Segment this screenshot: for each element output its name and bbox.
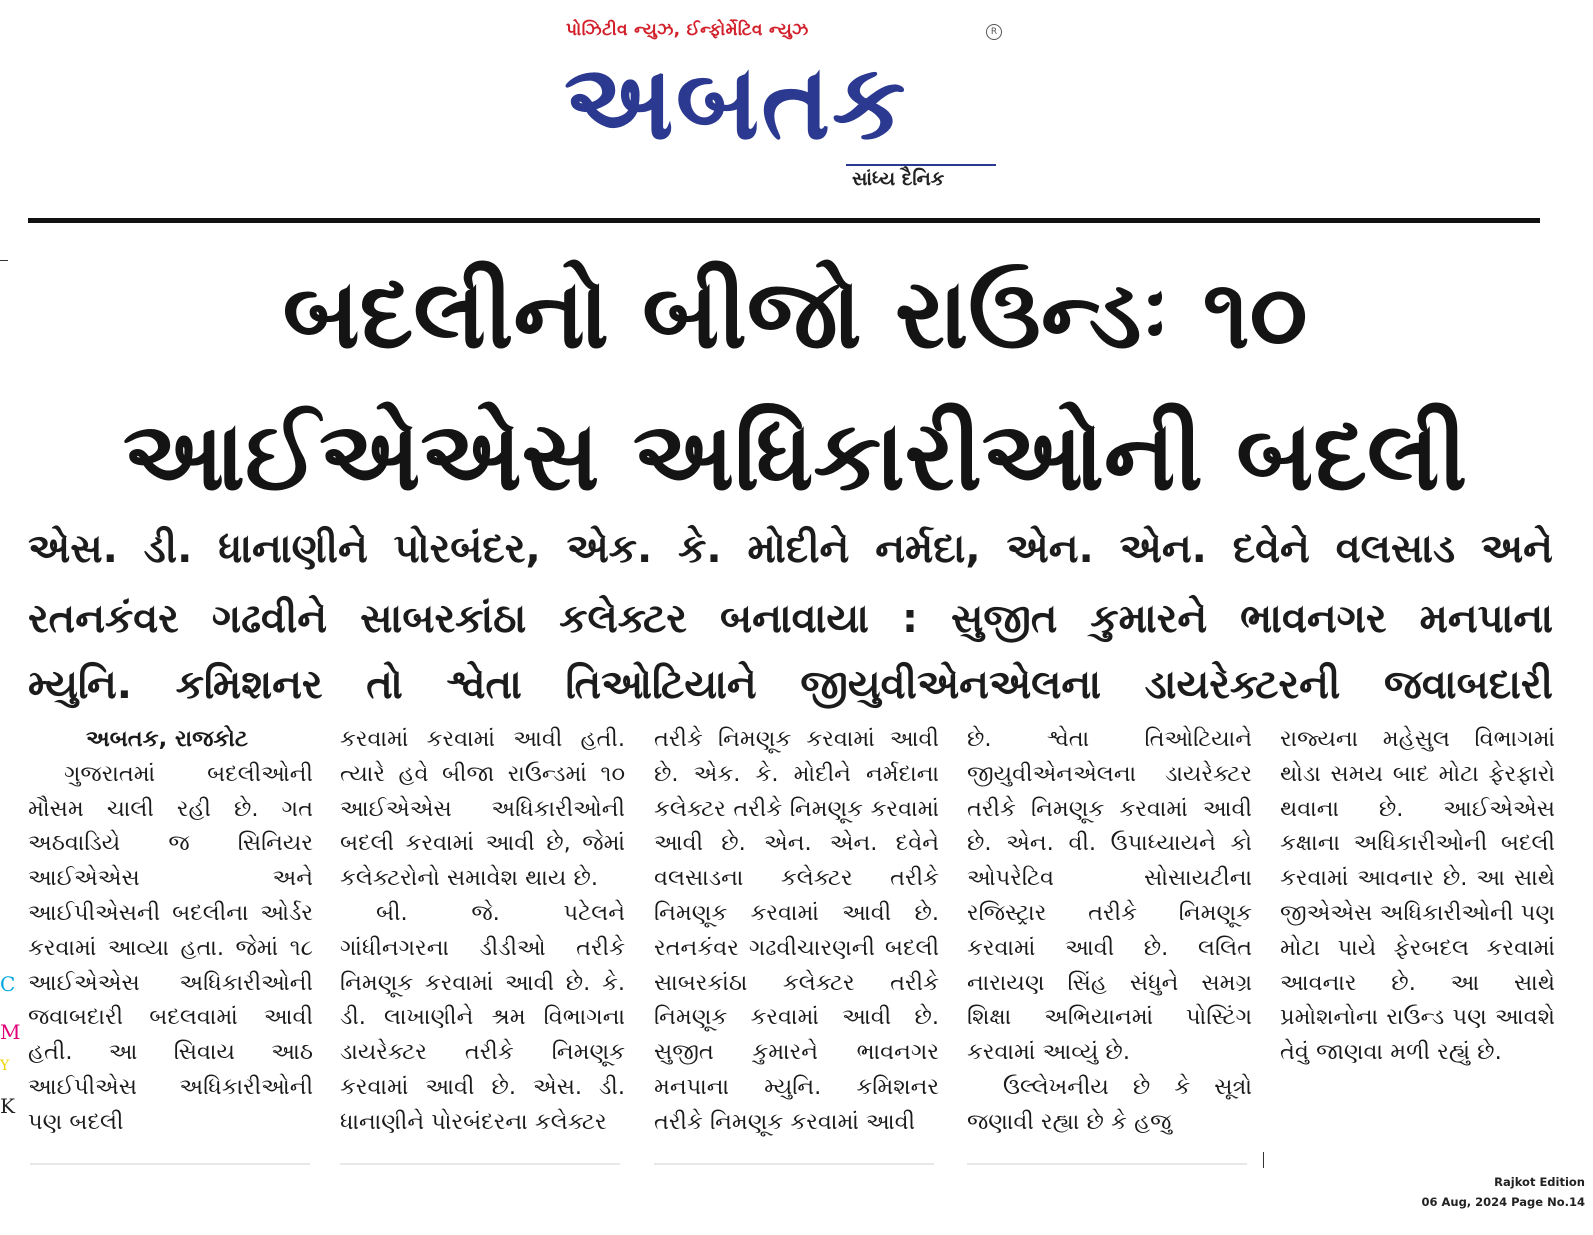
masthead-divider [28, 218, 1540, 223]
headline-line-1: બદલીનો બીજો રાઉન્ડઃ ૧૦ [282, 258, 1308, 370]
column-end-mark [1263, 1152, 1264, 1168]
column-footer-rule [30, 1163, 310, 1165]
registered-mark-icon: R [986, 24, 1002, 40]
column-footer-rule [967, 1163, 1247, 1165]
article-column-1 [28, 722, 313, 1142]
cmyk-mark-c: C [0, 972, 16, 996]
article-paragraph: બી. જે. પટેલને ગાંધીનગરના ડીડીઓ તરીકે નિમણૂક કરવામાં આવી છે. કે. ડી. લાખાણીને શ્રમ વિભાગના ડાયરેક્ટર તરીકે નિમણૂક કરવામાં આવી છે. એસ. ડી. ધાનાણીને પોરબંદરના કલેક્ટર [340, 899, 625, 1135]
article-paragraph: રાજ્યના મહેસુલ વિભાગમાં થોડા સમય બાદ મોટા ફેરફારો થવાના છે. આઈએએસ કક્ષાના અધિકારીઓની બદલી કરવામાં આવનાર છે. આ સાથે જીએએસ અધિકારીઓની પણ મોટા પાયે ફેરબદલ કરવામાં આવનાર છે. આ સાથે પ્રમોશનોના રાઉન્ડ પણ આવશે તેવું જાણવા મળી રહ્યું છે. [1280, 726, 1555, 1066]
footer-date-page: 06 Aug, 2024 Page No.14 [1421, 1195, 1585, 1209]
headline-line-2: આઈએએસ અધિકારીઓની બદલી [122, 400, 1468, 512]
article-byline: અબતક, રાજકોટ [86, 726, 249, 752]
deck-line-3: મ્યુનિ. કમિશનર તો શ્વેતા તિઓટિયાને જીયુવીએનએલના ડાયરેક્ટરની જવાબદારી [28, 662, 1553, 708]
cmyk-mark-m: M [0, 1020, 21, 1044]
masthead [560, 16, 1010, 206]
newspaper-logo: અબતક [564, 41, 908, 163]
article-column-2 [340, 722, 625, 1142]
article-paragraph: તરીકે નિમણૂક કરવામાં આવી છે. એક. કે. મોદીને નર્મદાના કલેક્ટર તરીકે નિમણૂક કરવામાં આવી છે. એન. એન. દવેને વલસાડના કલેક્ટર તરીકે નિમણૂક કરવામાં આવી છે. રતનકંવર ગઢવીચારણની બદલી સાબરકાંઠા કલેક્ટર તરીકે નિમણૂક કરવામાં આવી છે. સુજીત કુમારને ભાવનગર મનપાના મ્યુનિ. કમિશનર તરીકે નિમણૂક કરવામાં આવી [654, 726, 939, 1135]
column-footer-rule [654, 1163, 934, 1165]
cmyk-mark-k: K [0, 1094, 15, 1118]
article-column-5 [1280, 722, 1555, 1142]
crop-mark [0, 260, 8, 261]
article-paragraph: ઉલ્લેખનીય છે કે સૂત્રો જણાવી રહ્યા છે કે હજુ [967, 1073, 1252, 1135]
article-column-4 [967, 722, 1252, 1142]
masthead-subtag: સાંધ્ય દૈનિક [852, 168, 945, 190]
footer-edition: Rajkot Edition [1494, 1175, 1585, 1189]
logo-underline [846, 164, 996, 166]
article-column-3 [654, 722, 939, 1142]
cmyk-mark-y: Y [0, 1058, 10, 1074]
deck-line-1: એસ. ડી. ધાનાણીને પોરબંદર, એક. કે. મોદીને નર્મદા, એન. એન. દવેને વલસાડ અને [28, 526, 1553, 572]
article-paragraph: કરવામાં કરવામાં આવી હતી. ત્યારે હવે બીજા રાઉન્ડમાં ૧૦ આઈએએસ અધિકારીઓની બદલી કરવામાં આવી છે, જેમાં કલેક્ટરોનો સમાવેશ થાય છે. [340, 726, 625, 892]
article-paragraph: ગુજરાતમાં બદલીઓની મૌસમ ચાલી રહી છે. ગત અઠવાડિયે જ સિનિયર આઈએએસ અને આઈપીએસની બદલીના ઓર્ડર કરવામાં આવ્યા હતા. જેમાં ૧૮ આઈએએસ અધિકારીઓની જવાબદારી બદલવામાં આવી હતી. આ સિવાય આઠ આઈપીએસ અધિકારીઓની પણ બદલી [28, 760, 313, 1135]
column-footer-rule [340, 1163, 620, 1165]
deck-line-2: રતનકંવર ગઢવીને સાબરકાંઠા કલેક્ટર બનાવાયા : સુજીત કુમારને ભાવનગર મનપાના [28, 596, 1553, 642]
article-paragraph: છે. શ્વેતા તિઓટિયાને જીયુવીએનએલના ડાયરેક્ટર તરીકે નિમણૂક કરવામાં આવી છે. એન. વી. ઉપાધ્યાયને કો ઓપરેટિવ સોસાયટીના રજિસ્ટ્રાર તરીકે નિમણૂક કરવામાં આવી છે. લલિત નારાયણ સિંહ સંધુને સમગ્ર શિક્ષા અભિયાનમાં પોસ્ટિંગ કરવામાં આવ્યું છે. [967, 726, 1252, 1066]
masthead-tagline: પોઝિટીવ ન્યુઝ, ઈન્ફોર્મેટિવ ન્યુઝ [566, 20, 809, 40]
